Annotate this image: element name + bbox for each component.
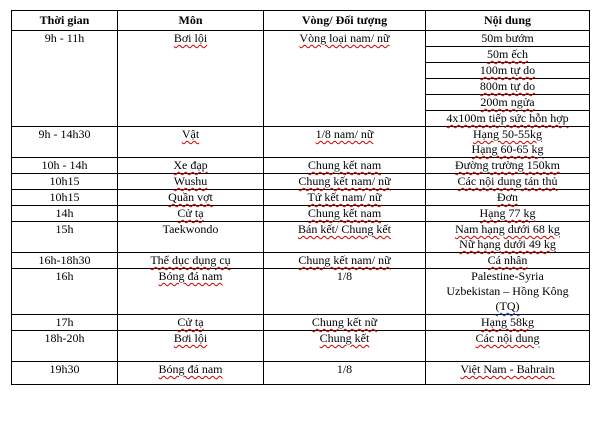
round-cell: 1/8 nam/ nữ	[264, 127, 426, 158]
round-cell: 1/8	[264, 362, 426, 385]
sport-cell: Cử tạ	[118, 206, 264, 222]
content-cell: Đơn	[426, 190, 590, 206]
table-row	[12, 206, 590, 222]
round-cell: Vòng loại nam/ nữ	[264, 31, 426, 127]
time-cell: 19h30	[12, 362, 118, 385]
time-cell: 18h-20h	[12, 331, 118, 362]
header-row	[12, 11, 590, 31]
time-cell: 9h - 11h	[12, 31, 118, 127]
round-cell: Chung kết nam/ nữ	[264, 253, 426, 269]
header-content: Nội dung	[426, 11, 590, 31]
time-cell: 10h15	[12, 190, 118, 206]
round-cell: Chung kết nam	[264, 206, 426, 222]
sport-cell: Wushu	[118, 174, 264, 190]
sport-cell: Bóng đá nam	[118, 362, 264, 385]
round-cell: Tứ kết nam/ nữ	[264, 190, 426, 206]
sport-cell: Bơi lội	[118, 31, 264, 127]
table-row	[12, 315, 590, 331]
time-cell: 17h	[12, 315, 118, 331]
content-cell: 800m tự do	[426, 79, 590, 95]
round-cell: Chung kết nam	[264, 158, 426, 174]
time-cell: 16h	[12, 269, 118, 315]
table-row	[12, 31, 590, 47]
time-cell: 14h	[12, 206, 118, 222]
sport-cell: Taekwondo	[118, 222, 264, 253]
content-cell: 200m ngửa	[426, 95, 590, 111]
content-cell: Hạng 50-55kg Hạng 60-65 kg	[426, 127, 590, 158]
content-cell: Hạng 77 kg	[426, 206, 590, 222]
time-cell: 15h	[12, 222, 118, 253]
sport-cell: Cử tạ	[118, 315, 264, 331]
time-cell: 10h - 14h	[12, 158, 118, 174]
table-row	[12, 253, 590, 269]
table-row	[12, 362, 590, 385]
content-cell: Các nội dung	[426, 331, 590, 362]
round-cell: Chung kết nam/ nữ	[264, 174, 426, 190]
content-cell: Cá nhân	[426, 253, 590, 269]
content-cell: 100m tự do	[426, 63, 590, 79]
header-round: Vòng/ Đối tượng	[264, 11, 426, 31]
content-cell: 50m ếch	[426, 47, 590, 63]
sport-cell: Quần vợt	[118, 190, 264, 206]
table-row	[12, 158, 590, 174]
round-cell: Chung kết	[264, 331, 426, 362]
content-cell: Các nội dung tán thủ	[426, 174, 590, 190]
schedule-container	[5, 10, 595, 385]
content-cell: Đường trường 150km	[426, 158, 590, 174]
table-row	[12, 127, 590, 158]
time-cell: 10h15	[12, 174, 118, 190]
sport-cell: Bóng đá nam	[118, 269, 264, 315]
sport-cell: Xe đạp	[118, 158, 264, 174]
time-cell: 16h-18h30	[12, 253, 118, 269]
sport-cell: Vật	[118, 127, 264, 158]
table-row	[12, 190, 590, 206]
content-cell: 4x100m tiếp sức hỗn hợp	[426, 111, 590, 127]
time-cell: 9h - 14h30	[12, 127, 118, 158]
table-row	[12, 269, 590, 315]
schedule-table	[11, 10, 590, 385]
round-cell: 1/8	[264, 269, 426, 315]
round-cell: Chung kết nữ	[264, 315, 426, 331]
content-cell: Palestine-Syria Uzbekistan – Hồng Kông (TQ)	[426, 269, 590, 315]
content-cell: Nam hạng dưới 68 kg Nữ hạng dưới 49 kg	[426, 222, 590, 253]
content-cell: Việt Nam - Bahrain	[426, 362, 590, 385]
round-cell: Bán kết/ Chung kết	[264, 222, 426, 253]
header-sport: Môn	[118, 11, 264, 31]
header-time: Thời gian	[12, 11, 118, 31]
content-cell: 50m bướm	[426, 31, 590, 47]
table-row	[12, 331, 590, 362]
table-row	[12, 174, 590, 190]
sport-cell: Thể dục dụng cụ	[118, 253, 264, 269]
content-cell: Hạng 58kg	[426, 315, 590, 331]
table-row	[12, 222, 590, 253]
sport-cell: Bơi lội	[118, 331, 264, 362]
